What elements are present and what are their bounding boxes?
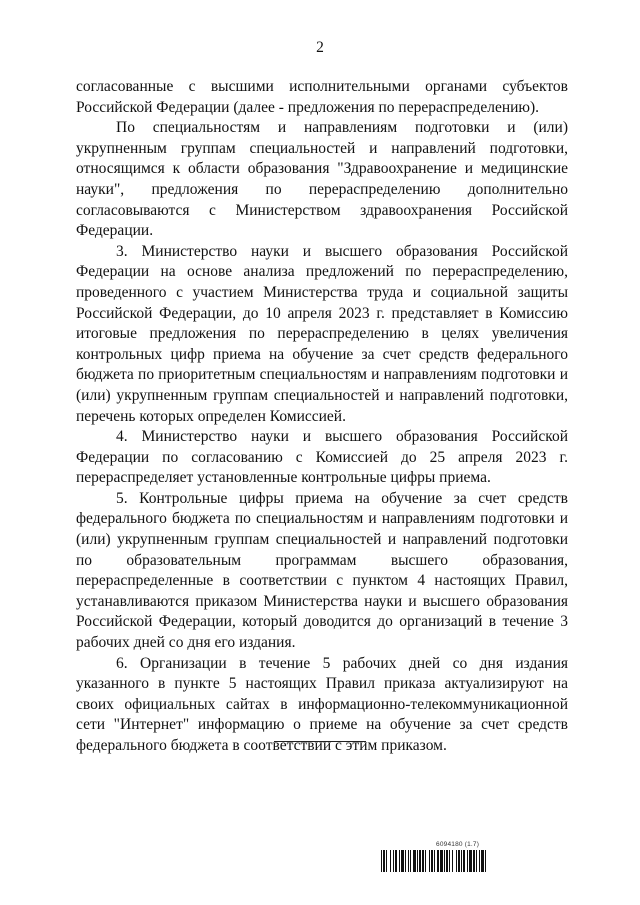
paragraph-healthcare-approval: По специальностям и направлениям подготовки и (или) укрупненным группам специальностей и направлений подготовки, относящимся к области образования "Здравоохранение и медицинские науки", предложения по перераспределению дополнительно согласовываются с Министерством здравоохранения Российской Федерации. <box>76 119 568 240</box>
paragraph-item-5: 5. Контрольные цифры приема на обучение за счет средств федерального бюджета по специальностям и направлениям подготовки и (или) укрупненным группам специальностей и направлений подготовки по образовательным программам высшего образования, перераспределенные в соответствии с пунктом 4 настоящих Правил, устанавливаются приказом Министерства науки и высшего образования Российской Федерации, который доводится до организаций в течение 3 рабочих дней со дня его издания. <box>76 489 568 652</box>
paragraph-item-4: 4. Министерство науки и высшего образования Российской Федерации по согласованию с Комиссией до 25 апреля 2023 г. перераспределяет установленные контрольные цифры приема. <box>76 428 568 487</box>
document-code: 6094180 (1.7) <box>436 841 480 848</box>
paragraph-item-3: 3. Министерство науки и высшего образования Российской Федерации на основе анализа предложений по перераспределению, проведенного с участием Министерства труда и социальной защиты Российской Федерации, до 10 апреля 2023 г. представляет в Комиссию итоговые предложения по перераспределению в целях увеличения контрольных цифр приема на обучение за счет средств федерального бюджета по приоритетным специальностям и направлениям подготовки и (или) укрупненным группам специальностей и направлений подготовки, перечень которых определен Комиссией. <box>76 242 568 425</box>
page-number: 2 <box>316 39 324 56</box>
paragraph-continuation: согласованные с высшими исполнительными органами субъектов Российской Федерации (далее - предложения по перераспределению). <box>76 78 568 116</box>
document-body <box>76 77 568 757</box>
end-separator-line <box>274 741 366 742</box>
barcode <box>381 850 568 872</box>
paragraph-item-6: 6. Организации в течение 5 рабочих дней со дня издания указанного в пункте 5 настоящих Правил приказа актуализируют на своих официальных сайтах в информационно-телекоммуникационной сети "Интернет" информацию о приеме на обучение за счет средств федерального бюджета в соответствии с этим приказом. <box>76 654 568 754</box>
